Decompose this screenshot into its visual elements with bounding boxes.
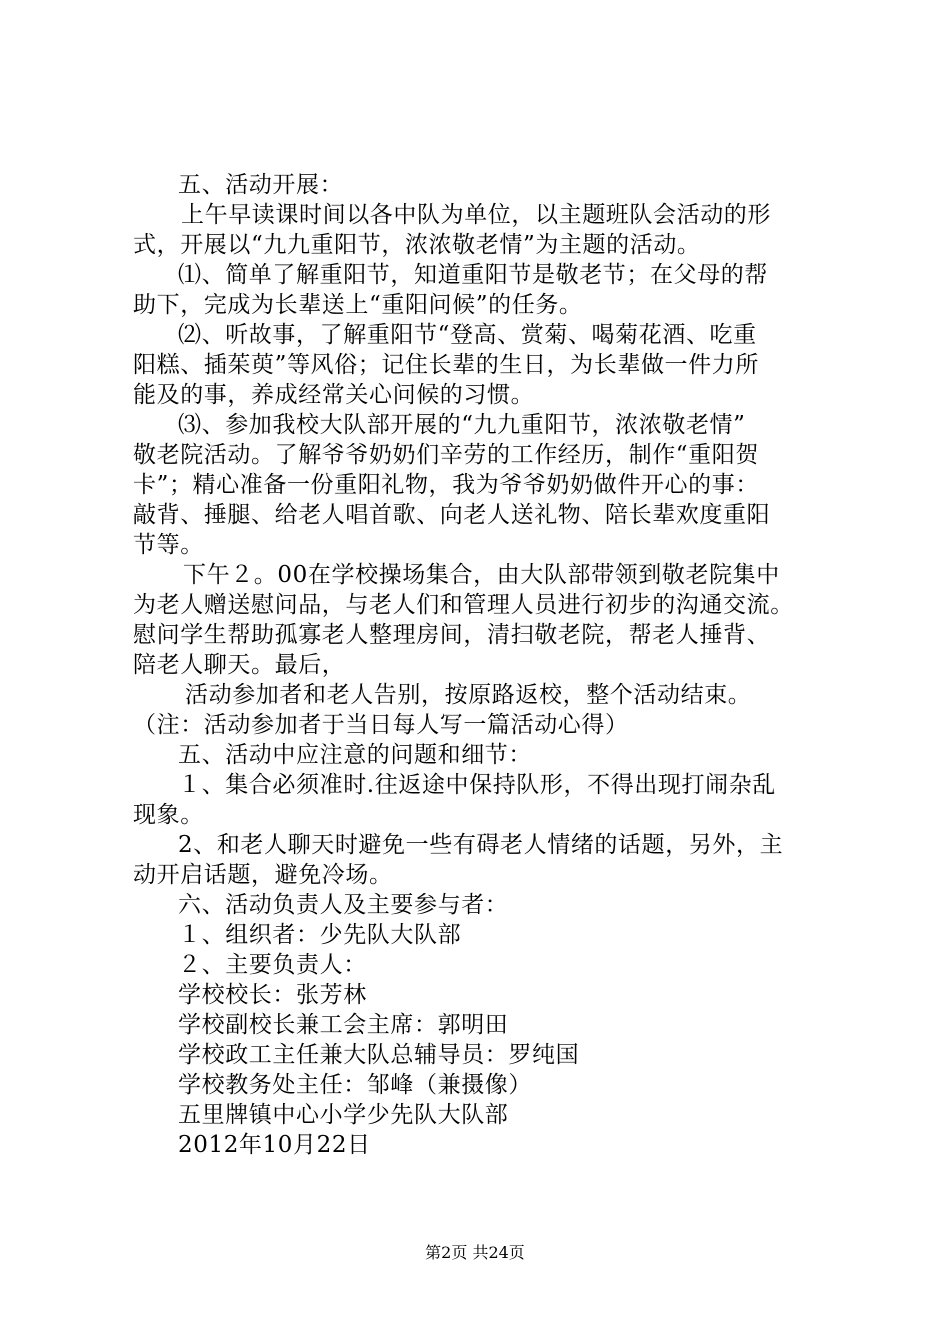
list-item-1-line: ⑴、简单了解重阳节，知道重阳节是敬老节；在父母的帮 [178,262,768,288]
leaders-item-line: 学校政工主任兼大队总辅导员：罗纯国 [178,1042,580,1068]
list-item-3-line: ⑶、参加我校大队部开展的“九九重阳节，浓浓敬老情” [178,412,746,438]
leaders-item-line: １、组织者：少先队大队部 [178,922,462,948]
paragraph-line: 上午早读课时间以各中队为单位，以主题班队会活动的形 [181,202,771,228]
section-heading-leaders: 六、活动负责人及主要参与者： [178,892,509,918]
list-item-3-line: 节等。 [133,532,204,558]
note-line: （注：活动参加者于当日每人写一篇活动心得） [133,712,629,738]
list-item-1-line: 助下，完成为长辈送上“重阳问候”的任务。 [133,292,583,318]
leaders-item-line: 学校副校长兼工会主席：郭明田 [178,1012,509,1038]
section-heading-activity: 五、活动开展： [178,172,344,198]
list-item-3-line: 敬老院活动。了解爷爷奶奶们辛劳的工作经历，制作“重阳贺 [133,442,759,468]
document-body [133,170,833,1160]
paragraph-line: 慰问学生帮助孤寡老人整理房间，清扫敬老院，帮老人捶背、 [133,622,771,648]
notes-item-2-line: 2、和老人聊天时避免一些有碍老人情绪的话题，另外，主 [178,832,784,858]
paragraph-line: 为老人赠送慰问品，与老人们和管理人员进行初步的沟通交流。 [133,592,794,618]
paragraph-line: 下午２。00在学校操场集合，由大队部带领到敬老院集中 [183,562,780,588]
notes-item-1-line: １、集合必须准时.往返途中保持队形，不得出现打闹杂乱 [178,772,776,798]
list-item-3-line: 卡”；精心准备一份重阳礼物，我为爷爷奶奶做件开心的事： [133,472,759,498]
list-item-2-line: 能及的事，养成经常关心问候的习惯。 [133,382,535,408]
leaders-item-line: ２、主要负责人： [178,952,367,978]
paragraph-line: 活动参加者和老人告别，按原路返校，整个活动结束。 [185,682,752,708]
list-item-3-line: 敲背、捶腿、给老人唱首歌、向老人送礼物、陪长辈欢度重阳 [133,502,771,528]
paragraph-line: 陪老人聊天。最后， [133,652,346,678]
paragraph-line: 式，开展以“九九重阳节，浓浓敬老情”为主题的活动。 [133,232,701,258]
signature-organization: 五里牌镇中心小学少先队大队部 [178,1102,509,1128]
notes-item-2-line: 动开启话题，避免冷场。 [133,862,393,888]
notes-item-1-line: 现象。 [133,802,204,828]
page-footer: 第2页 共24页 [425,1243,525,1262]
list-item-2-line: ⑵、听故事，了解重阳节“登高、赏菊、喝菊花酒、吃重 [178,322,757,348]
leaders-item-line: 学校教务处主任：邹峰（兼摄像） [178,1072,532,1098]
section-heading-notes: 五、活动中应注意的问题和细节： [178,742,532,768]
leaders-item-line: 学校校长：张芳林 [178,982,367,1008]
list-item-2-line: 阳糕、插茱萸”等风俗；记住长辈的生日，为长辈做一件力所 [133,352,759,378]
signature-date: 2012年10月22日 [178,1132,371,1158]
